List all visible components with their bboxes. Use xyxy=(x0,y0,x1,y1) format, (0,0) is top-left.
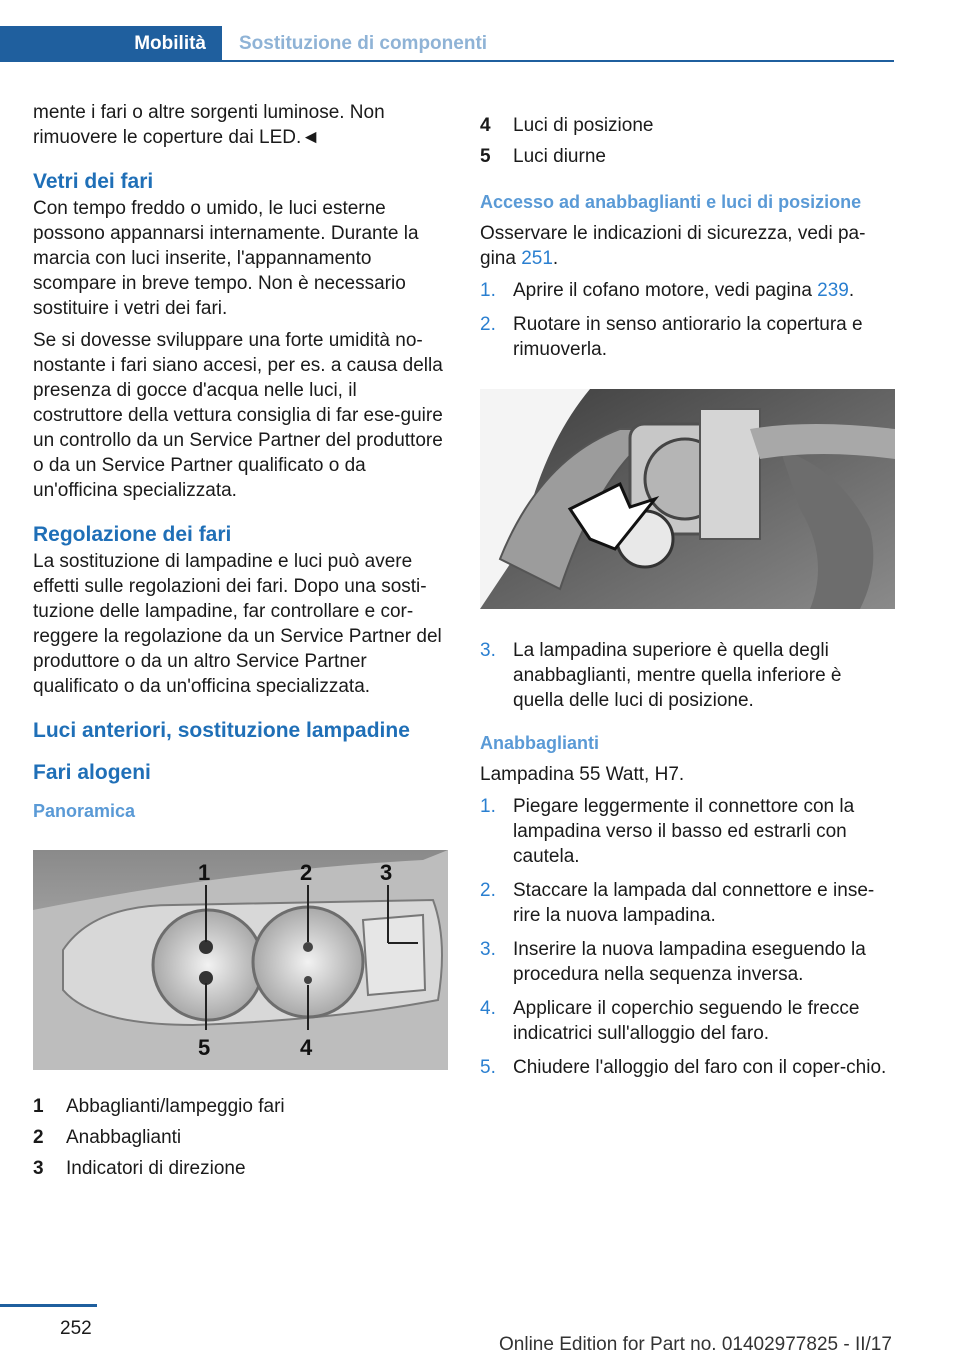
step-text-part: Aprire il cofano motore, vedi pagina xyxy=(513,280,818,301)
low-beam-steps xyxy=(480,794,895,1080)
glass-heading: Vetri dei fari xyxy=(33,170,154,193)
list-item xyxy=(480,996,895,1046)
engine-bay-figure xyxy=(480,389,895,609)
step-text: Inserire la nuova lampadina eseguendo la procedura nella sequenza inversa. xyxy=(513,939,866,985)
legend-number: 3 xyxy=(33,1158,44,1179)
step-text: Ruotare in senso antiorario la copertura e rimuoverla. xyxy=(513,314,863,360)
glass-paragraph-1: Con tempo freddo o umido, le luci esterne possono appannarsi internamente. Durante la marcia con luci inserite, l'appannamento scompare in breve tempo. Non è necessario sostituire i vetri dei fari. xyxy=(33,198,419,319)
low-beam-heading: Anabbaglianti xyxy=(480,733,600,753)
access-paragraph xyxy=(480,221,895,271)
subsection-title: Sostituzione di componenti xyxy=(239,33,488,54)
page-link-239[interactable]: 239 xyxy=(817,280,849,301)
left-column xyxy=(33,100,448,1184)
legend-number: 2 xyxy=(33,1127,44,1148)
front-lights-heading: Luci anteriori, sostituzione lampadine xyxy=(33,719,410,742)
footer-rule xyxy=(0,1304,97,1307)
right-column xyxy=(480,110,895,1089)
access-heading: Accesso ad anabbaglianti e luci di posizione xyxy=(480,192,862,212)
section-tab: Mobilità xyxy=(0,26,222,62)
list-item xyxy=(480,794,895,869)
figure-label-2: 2 xyxy=(300,860,313,885)
figure-label-1: 1 xyxy=(198,860,211,885)
low-beam-paragraph: Lampadina 55 Watt, H7. xyxy=(480,764,685,785)
access-text-end: . xyxy=(552,248,559,269)
list-item xyxy=(480,937,895,987)
figure-label-4: 4 xyxy=(300,1035,313,1060)
legend-list-left xyxy=(33,1091,448,1184)
step-number: 5. xyxy=(480,1057,496,1078)
halogen-heading: Fari alogeni xyxy=(33,761,151,784)
glass-paragraph-2: Se si dovesse sviluppare una forte umidità no-nostante i fari siano accesi, per es. a causa della presenza di gocce d'acqua nelle luci, il costruttore della vettura consiglia di far ese-guire un controllo da un Service Partner del produttore o da un Service Partner qualificato o da un'officina specializzata. xyxy=(33,330,443,501)
legend-number: 5 xyxy=(480,146,491,167)
adjust-heading: Regolazione dei fari xyxy=(33,523,232,546)
legend-number: 4 xyxy=(480,115,491,136)
list-item xyxy=(480,278,895,303)
step-number: 2. xyxy=(480,314,496,335)
step-number: 2. xyxy=(480,880,496,901)
legend-number: 1 xyxy=(33,1096,44,1117)
page-link-251[interactable]: 251 xyxy=(521,248,553,269)
legend-text: Indicatori di direzione xyxy=(66,1158,246,1179)
overview-heading: Panoramica xyxy=(33,801,136,821)
legend-text: Luci di posizione xyxy=(513,115,654,136)
headlight-figure xyxy=(33,850,448,1070)
legend-item xyxy=(33,1122,448,1153)
intro-paragraph: mente i fari o altre sorgenti luminose. Non rimuovere le coperture dai LED.◄ xyxy=(33,102,385,148)
step-text: La lampadina superiore è quella degli anabbaglianti, mentre quella inferiore è quella delle luci di posizione. xyxy=(513,640,842,711)
step-number: 4. xyxy=(480,998,496,1019)
figure-label-5: 5 xyxy=(198,1035,211,1060)
step-text: Staccare la lampada dal connettore e inse-rire la nuova lampadina. xyxy=(513,880,875,926)
figure-label-3: 3 xyxy=(380,860,393,885)
step-number: 3. xyxy=(480,640,496,661)
legend-item xyxy=(480,110,895,141)
access-text: Osservare le indicazioni di sicurezza, vedi pa-gina xyxy=(480,223,866,269)
step-text: Chiudere l'alloggio del faro con il coper-chio. xyxy=(513,1057,887,1078)
step-number: 3. xyxy=(480,939,496,960)
access-steps xyxy=(480,278,895,362)
legend-text: Abbaglianti/lampeggio fari xyxy=(66,1096,285,1117)
step-3 xyxy=(480,638,895,713)
list-item xyxy=(480,638,895,713)
step-text-end: . xyxy=(848,280,855,301)
step-number: 1. xyxy=(480,280,496,301)
step-text: Applicare il coperchio seguendo le frecce indicatrici sull'alloggio del faro. xyxy=(513,998,860,1044)
step-text xyxy=(513,278,854,303)
legend-text: Luci diurne xyxy=(513,146,606,167)
legend-text: Anabbaglianti xyxy=(66,1127,182,1148)
legend-item xyxy=(480,141,895,172)
step-number: 1. xyxy=(480,796,496,817)
legend-item xyxy=(33,1091,448,1122)
step-text: Piegare leggermente il connettore con la lampadina verso il basso ed estrarli con cautela. xyxy=(513,796,855,867)
list-item xyxy=(480,312,895,362)
list-item xyxy=(480,878,895,928)
adjust-paragraph: La sostituzione di lampadine e luci può avere effetti sulle regolazioni dei fari. Dopo una sosti-tuzione delle lampadine, far controllare e cor-reggere la regolazione da un Service Partner del produttore o da un altro Service Partner qualificato o da un'officina specializzata. xyxy=(33,551,442,697)
page-number: 252 xyxy=(60,1318,92,1339)
legend-item xyxy=(33,1153,448,1184)
page-header xyxy=(0,26,894,62)
edition-note: Online Edition for Part no. 01402977825 - II/17 xyxy=(499,1334,892,1355)
legend-list-right xyxy=(480,110,895,172)
list-item xyxy=(480,1055,895,1080)
